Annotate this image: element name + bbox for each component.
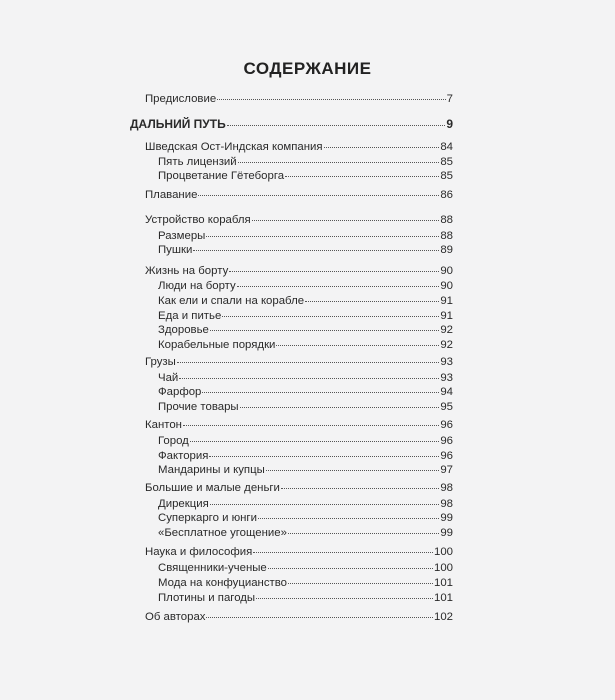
toc-entry-label: Процветание Гётеборга: [158, 170, 285, 182]
dot-leader: [285, 176, 439, 177]
dot-leader: [238, 162, 440, 163]
toc-entry-page-number: 91: [440, 295, 453, 307]
toc-entry-page-number: 93: [440, 356, 453, 368]
toc-entry: [145, 481, 453, 495]
toc-entry-page-number: 100: [433, 562, 453, 574]
toc-entry: [158, 434, 453, 448]
toc-entry-label: Грузы: [145, 356, 176, 368]
toc-entry-label: Размеры: [158, 230, 206, 242]
toc-entry: [145, 610, 453, 624]
toc-entry: [158, 561, 453, 575]
toc-entry: [158, 463, 453, 477]
dot-leader: [268, 568, 433, 569]
toc-entry-label: Кантон: [145, 419, 182, 431]
toc-entry: [145, 418, 453, 432]
dot-leader: [206, 617, 433, 618]
toc-entry-label: Мода на конфуцианство: [158, 577, 287, 589]
toc-entry-page-number: 97: [440, 464, 453, 476]
toc-entry-page-number: 85: [440, 170, 453, 182]
toc-entry: [158, 243, 453, 257]
toc-entry-label: Чай: [158, 372, 179, 384]
toc-entry-label: Мандарины и купцы: [158, 464, 265, 476]
dot-leader: [217, 99, 445, 100]
toc-entry: [145, 140, 453, 154]
toc-entry-label: Суперкарго и юнги: [158, 512, 257, 524]
toc-entry-page-number: 92: [440, 339, 453, 351]
dot-leader: [266, 470, 440, 471]
toc-entry-page-number: 90: [440, 280, 453, 292]
toc-entry: [145, 264, 453, 278]
dot-leader: [281, 488, 439, 489]
toc-entry-label: Город: [158, 435, 189, 447]
toc-entry-page-number: 96: [440, 435, 453, 447]
toc-entry: [158, 497, 453, 511]
toc-entry-page-number: 95: [440, 401, 453, 413]
toc-entry: [158, 309, 453, 323]
dot-leader: [206, 236, 439, 237]
dot-leader: [256, 598, 433, 599]
toc-entry-page-number: 98: [440, 482, 453, 494]
toc-entry-label: Плавание: [145, 189, 198, 201]
dot-leader: [252, 220, 440, 221]
toc-entry: [158, 511, 453, 525]
toc-entry-label: Фактория: [158, 450, 209, 462]
toc-entry: [158, 385, 453, 399]
toc-entry: [158, 591, 453, 605]
toc-entry-label: Прочие товары: [158, 401, 239, 413]
dot-leader: [324, 147, 440, 148]
toc-entry: [158, 526, 453, 540]
toc-entry-page-number: 9: [446, 117, 453, 131]
toc-entry-label: Священники-ученые: [158, 562, 267, 574]
toc-entry-page-number: 100: [433, 546, 453, 558]
toc-entry: [130, 117, 453, 131]
toc-entry-label: Корабельные порядки: [158, 339, 276, 351]
dot-leader: [229, 271, 439, 272]
dot-leader: [288, 533, 439, 534]
toc-entry: [158, 169, 453, 183]
dot-leader: [288, 583, 433, 584]
toc-entry: [145, 188, 453, 202]
toc-entry-page-number: 90: [440, 265, 453, 277]
dot-leader: [177, 362, 439, 363]
dot-leader: [209, 456, 439, 457]
dot-leader: [305, 301, 439, 302]
page-title: СОДЕРЖАНИЕ: [243, 59, 372, 78]
dot-leader: [210, 330, 439, 331]
toc-entry-label: «Бесплатное угощение»: [158, 527, 287, 539]
toc-entry: [145, 213, 453, 227]
toc-entry-page-number: 88: [440, 214, 453, 226]
toc-entry-label: ДАЛЬНИЙ ПУТЬ: [130, 117, 226, 131]
toc-entry-label: Жизнь на борту: [145, 265, 229, 277]
toc-entry-label: Здоровье: [158, 324, 209, 336]
toc-entry: [158, 576, 453, 590]
toc-entry: [158, 323, 453, 337]
toc-entry-page-number: 99: [440, 527, 453, 539]
toc-entry: [158, 279, 453, 293]
toc-entry-page-number: 91: [440, 310, 453, 322]
toc-entry-label: Еда и питье: [158, 310, 222, 322]
dot-leader: [193, 250, 439, 251]
toc-entry: [158, 155, 453, 169]
dot-leader: [276, 345, 439, 346]
dot-leader: [179, 378, 439, 379]
toc-entry: [158, 294, 453, 308]
toc-entry-label: Пять лицензий: [158, 156, 237, 168]
toc-entry-page-number: 89: [440, 244, 453, 256]
toc-entry-page-number: 98: [440, 498, 453, 510]
toc-entry-label: Устройство корабля: [145, 214, 251, 226]
toc-entry: [158, 371, 453, 385]
toc-entry: [145, 545, 453, 559]
toc-entry-label: Шведская Ост-Индская компания: [145, 141, 323, 153]
toc-entry-label: Люди на борту: [158, 280, 236, 292]
toc-entry: [158, 338, 453, 352]
dot-leader: [198, 195, 439, 196]
toc-entry: [145, 355, 453, 369]
toc-entry-page-number: 92: [440, 324, 453, 336]
toc-entry-page-number: 86: [440, 189, 453, 201]
toc-entry-page-number: 101: [433, 592, 453, 604]
toc-entry-label: Дирекция: [158, 498, 209, 510]
toc-entry: [158, 400, 453, 414]
dot-leader: [210, 504, 440, 505]
toc-entry-page-number: 99: [440, 512, 453, 524]
toc-entry-page-number: 102: [433, 611, 453, 623]
dot-leader: [258, 518, 439, 519]
dot-leader: [253, 552, 433, 553]
toc-entry-label: Наука и философия: [145, 546, 253, 558]
dot-leader: [202, 392, 439, 393]
toc-entry-label: Плотины и пагоды: [158, 592, 256, 604]
dot-leader: [190, 441, 440, 442]
toc-entry-page-number: 101: [433, 577, 453, 589]
toc-entry-label: Большие и малые деньги: [145, 482, 280, 494]
toc-entry-page-number: 96: [440, 419, 453, 431]
toc-entry-label: Как ели и спали на корабле: [158, 295, 305, 307]
toc-entry-page-number: 84: [440, 141, 453, 153]
dot-leader: [222, 316, 439, 317]
toc-entry: [158, 229, 453, 243]
dot-leader: [240, 407, 440, 408]
toc-entry-page-number: 93: [440, 372, 453, 384]
toc-entry-page-number: 85: [440, 156, 453, 168]
toc-entry-page-number: 94: [440, 386, 453, 398]
dot-leader: [227, 125, 446, 126]
toc-entry-page-number: 88: [440, 230, 453, 242]
toc-entry-page-number: 96: [440, 450, 453, 462]
dot-leader: [237, 286, 440, 287]
toc-entry-label: Фарфор: [158, 386, 202, 398]
toc-entry: [145, 92, 453, 106]
toc-entry-page-number: 7: [446, 93, 453, 105]
dot-leader: [183, 425, 439, 426]
toc-entry: [158, 449, 453, 463]
toc-entry-label: Об авторах: [145, 611, 206, 623]
toc-entry-label: Предисловие: [145, 93, 217, 105]
toc-entry-label: Пушки: [158, 244, 193, 256]
